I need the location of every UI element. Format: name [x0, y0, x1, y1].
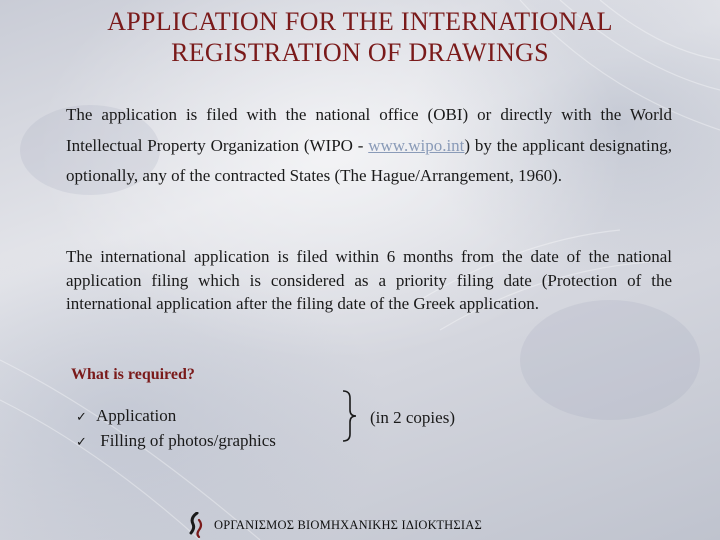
title-line-1: APPLICATION FOR THE INTERNATIONAL	[107, 7, 613, 36]
paragraph-1-text-start: The application is filed with the national office (OBI) or directly with the World Intellectual Property Organization (WIPO -	[66, 105, 672, 155]
wipo-link[interactable]: www.wipo.int	[368, 135, 465, 155]
list-item	[76, 404, 276, 429]
checkmark-icon: ✓	[76, 410, 87, 425]
paragraph-1-text-end: ) by the applicant designating, optionally, any of the contracted States (The Hague/Arrangement, 1960).	[66, 135, 672, 185]
paragraph-filing-deadline: The international application is filed within 6 months from the date of the national application filing which is considered as a priority filing date (Protection of the international application after the filing date of the Greek application.	[66, 247, 672, 313]
checkmark-icon: ✓	[76, 435, 87, 450]
requirements-heading: What is required?	[71, 366, 195, 383]
requirements-list	[76, 404, 276, 454]
copies-note: (in 2 copies)	[370, 408, 455, 427]
list-item-text: Filling of photos/graphics	[96, 431, 276, 450]
obi-logo-icon	[186, 512, 206, 538]
title-line-2: REGISTRATION OF DRAWINGS	[171, 38, 549, 67]
slide-title	[40, 6, 680, 68]
list-item-text: Application	[96, 406, 177, 425]
paragraph-filing-method	[66, 100, 672, 192]
right-brace-icon	[340, 390, 360, 442]
footer	[186, 512, 482, 538]
list-item	[76, 429, 276, 454]
organization-name: ΟΡΓΑΝΙΣΜΟΣ ΒΙΟΜΗΧΑΝΙΚΗΣ ΙΔΙΟΚΤΗΣΙΑΣ	[214, 517, 482, 532]
